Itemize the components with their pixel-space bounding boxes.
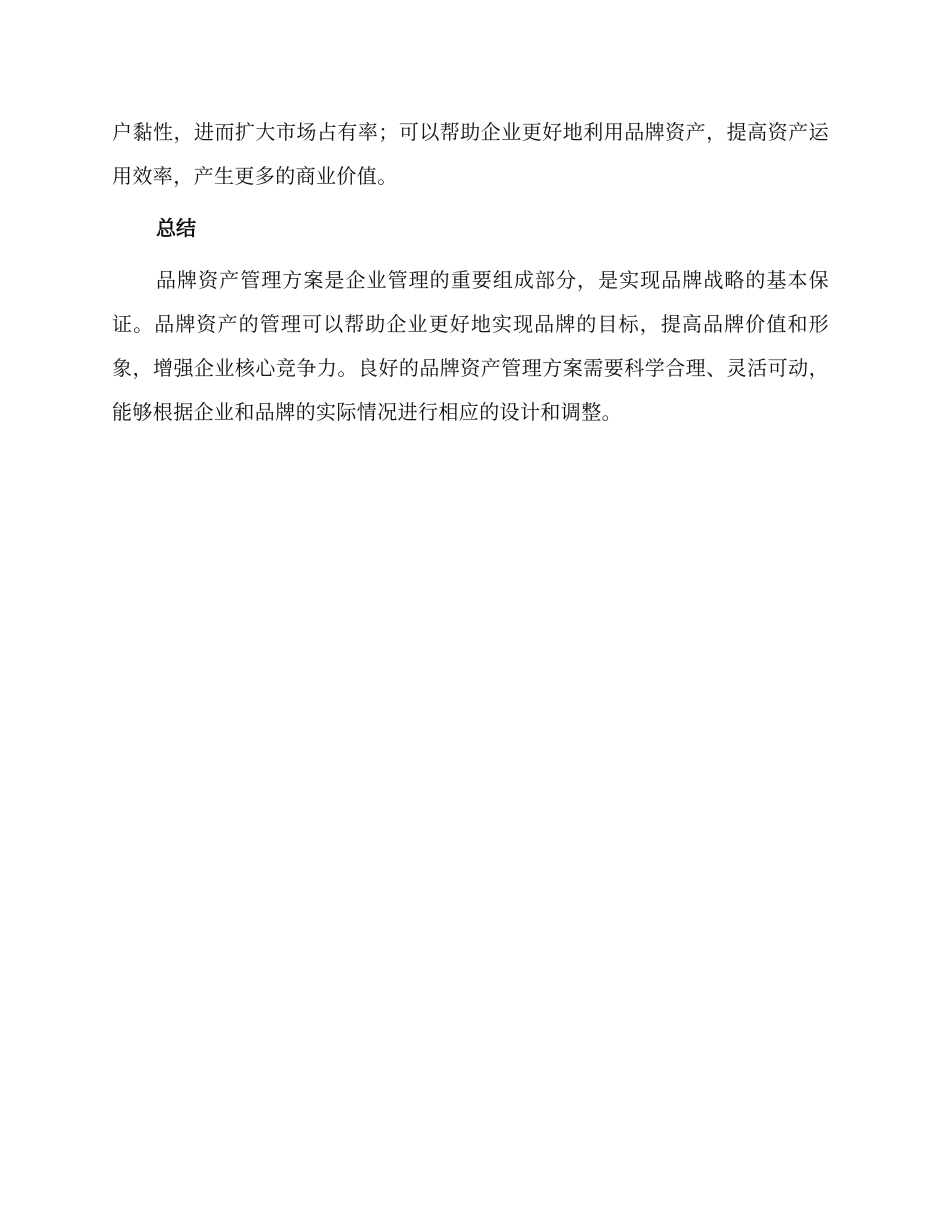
section-heading: 总结 <box>156 216 196 240</box>
summary-paragraph: 品牌资产管理方案是企业管理的重要组成部分，是实现品牌战略的基本保证。品牌资产的管理可以帮助企业更好地实现品牌的目标，提高品牌价值和形象，增强企业核心竞争力。良好的品牌资产管理方案需要科学合理、灵活可动，能够根据企业和品牌的实际情况进行相应的设计和调整。 <box>112 268 829 424</box>
continued-paragraph: 户黏性，进而扩大市场占有率；可以帮助企业更好地利用品牌资产，提高资产运用效率，产生更多的商业价值。 <box>112 120 829 188</box>
document-body <box>112 110 829 434</box>
